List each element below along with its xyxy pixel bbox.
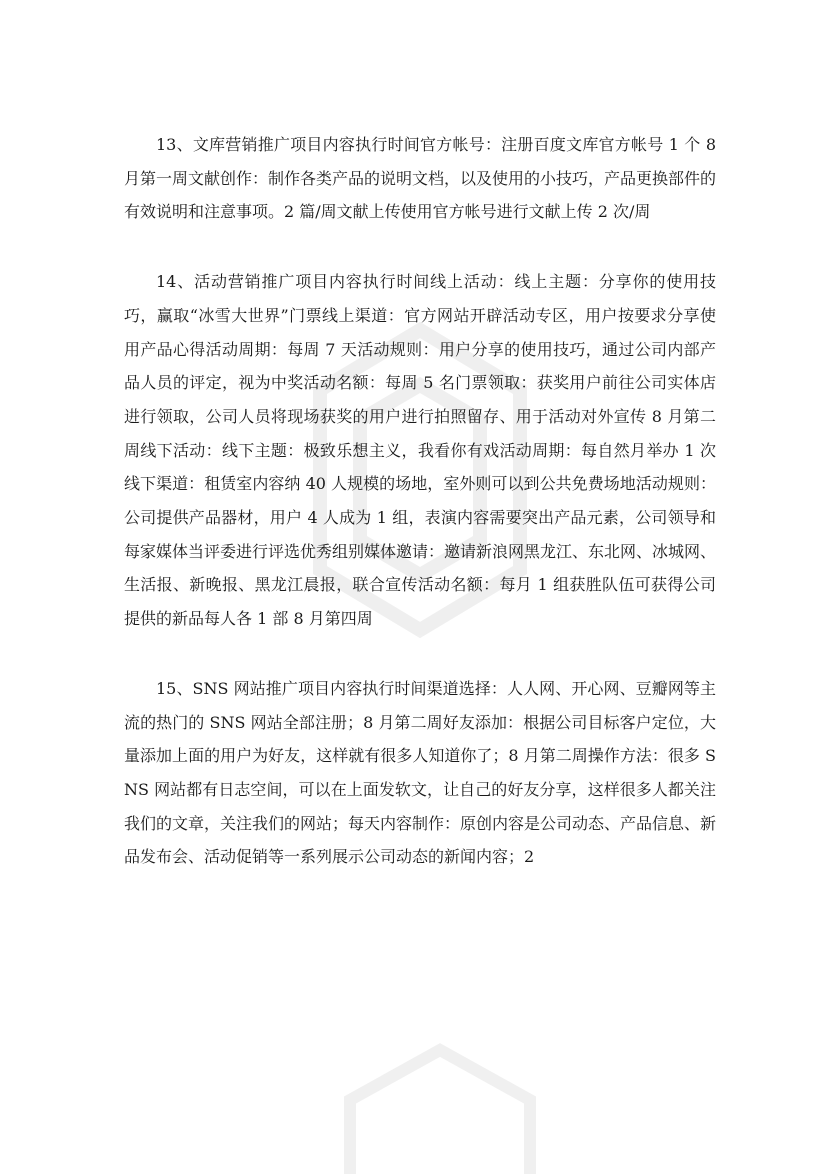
paragraph-14: 14、活动营销推广项目内容执行时间线上活动：线上主题：分享你的使用技巧，赢取“冰雪大世界”门票线上渠道：官方网站开辟活动专区，用户按要求分享使用产品心得活动周期：每周 7 天活动规则：用户分享的使用技巧，通过公司内部产品人员的评定，视为中奖活动名额：每周 5 名门票领取：获奖用户前往公司实体店进行领取，公司人员将现场获奖的用户进行拍照留存、用于活动对外宣传 8 月第二周线下活动：线下主题：极致乐想主义，我看你有戏活动周期：每自然月举办 1 次线下渠道：租赁室内容纳 40 人规模的场地，室外则可以到公共免费场地活动规则：公司提供产品器材，用户 4 人成为 1 组，表演内容需要突出产品元素，公司领导和每家媒体当评委进行评选优秀组别媒体邀请：邀请新浪网黑龙江、东北网、冰城网、生活报、新晚报、黑龙江晨报，联合宣传活动名额：每月 1 组获胜队伍可获得公司提供的新品每人各 1 部 8 月第四周	[124, 272, 717, 629]
watermark-logo-bottom	[330, 1010, 550, 1174]
paragraph-gap	[124, 229, 716, 265]
document-body	[124, 128, 716, 874]
paragraph-gap	[124, 636, 716, 672]
paragraph-15: 15、SNS 网站推广项目内容执行时间渠道选择：人人网、开心网、豆瓣网等主流的热门的 SNS 网站全部注册；8 月第二周好友添加：根据公司目标客户定位，大量添加上面的用户为好友，这样就有很多人知道你了；8 月第二周操作方法：很多 SNS 网站都有日志空间，可以在上面发软文，让自己的好友分享，这样很多人都关注我们的文章，关注我们的网站；每天内容制作：原创内容是公司动态、产品信息、新品发布会、活动促销等一系列展示公司动态的新闻内容；2	[124, 678, 717, 867]
paragraph-13: 13、文库营销推广项目内容执行时间官方帐号：注册百度文库官方帐号 1 个 8 月第一周文献创作：制作各类产品的说明文档，以及使用的小技巧，产品更换部件的有效说明和注意事项。2 篇/周文献上传使用官方帐号进行文献上传 2 次/周	[124, 135, 717, 222]
